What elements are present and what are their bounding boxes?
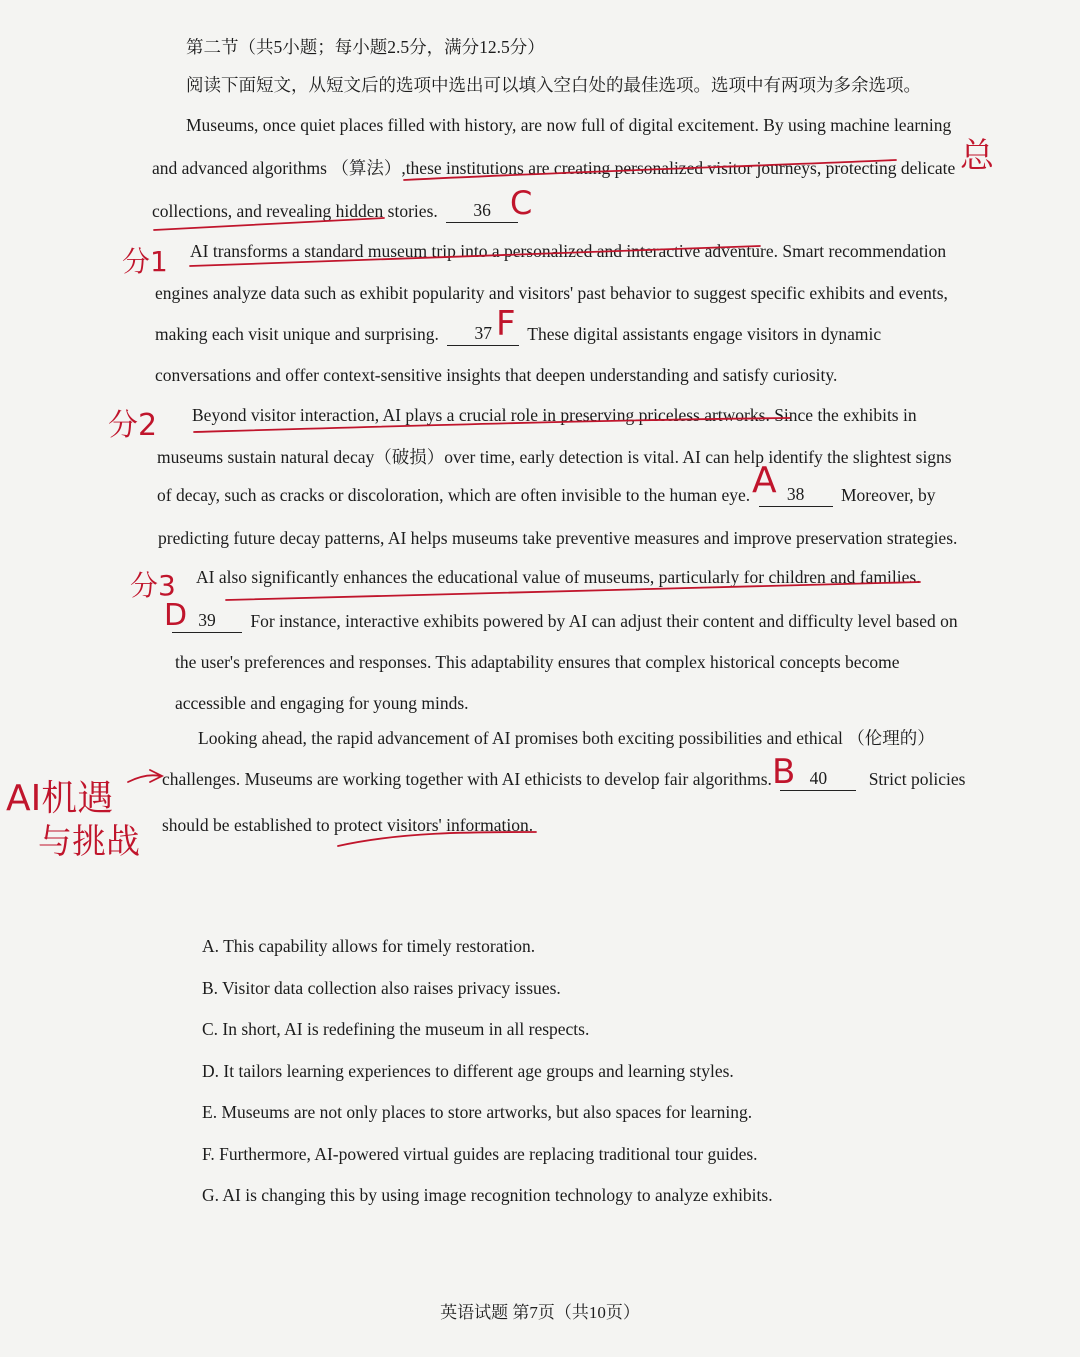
passage-line: AI also significantly enhances the educational value of museums, particularly for children and families. — [196, 567, 921, 587]
passage-line: Museums, once quiet places filled with history, are now full of digital excitement. By using machine learning — [186, 115, 952, 135]
passage-line: predicting future decay patterns, AI helps museums take preventive measures and improve preservation strategies. — [158, 528, 958, 548]
passage-text: For instance, interactive exhibits powered by AI can adjust their content and difficulty level based on — [250, 611, 958, 631]
passage-line: museums sustain natural decay（破损）over time, early detection is vital. AI can help identify the slightest signs — [157, 447, 952, 467]
passage-line-with-blank — [157, 484, 936, 507]
blank-number: 38 — [786, 484, 805, 504]
passage-line: Beyond visitor interaction, AI plays a crucial role in preserving priceless artworks. Since the exhibits in — [192, 405, 917, 425]
arrow-ai — [128, 770, 162, 782]
passage-line: engines analyze data such as exhibit popularity and visitors' past behavior to suggest specific exhibits and events, — [155, 283, 948, 303]
passage-line: AI transforms a standard museum trip into a personalized and interactive adventure. Smart recommendation — [190, 241, 947, 261]
passage-text: of decay, such as cracks or discoloration, which are often invisible to the human eye. — [157, 485, 751, 505]
passage-line-with-blank — [162, 768, 965, 791]
section-header: 第二节（共5小题；每小题2.5分，满分12.5分） — [186, 37, 545, 57]
blank-number: 36 — [473, 200, 491, 220]
handwritten-answer-37: F — [496, 304, 516, 344]
handwritten-note-fen1: 分1 — [122, 245, 168, 278]
handwritten-answer-38: A — [752, 460, 777, 501]
option-d[interactable]: D. It tailors learning experiences to different age groups and learning styles. — [202, 1061, 734, 1081]
option-b[interactable]: B. Visitor data collection also raises privacy issues. — [202, 978, 561, 998]
handwritten-note-fen2: 分2 — [108, 408, 158, 443]
handwritten-answer-40: B — [772, 752, 796, 792]
passage-line: should be established to protect visitors' information. — [162, 815, 534, 835]
passage-text: Strict policies — [868, 769, 966, 789]
passage-text: making each visit unique and surprising. — [155, 324, 439, 344]
passage-line: Looking ahead, the rapid advancement of AI promises both exciting possibilities and ethical （伦理的） — [198, 728, 935, 748]
passage-line-with-blank — [172, 610, 958, 633]
option-a[interactable]: A. This capability allows for timely restoration. — [202, 936, 536, 956]
passage-text: collections, and revealing hidden stories. — [152, 201, 438, 221]
option-g[interactable]: G. AI is changing this by using image recognition technology to analyze exhibits. — [202, 1185, 773, 1205]
passage-text: These digital assistants engage visitors in dynamic — [527, 324, 882, 344]
passage-line: and advanced algorithms （算法）,these institutions are creating personalized visitor journeys, protecting delicate — [152, 158, 956, 178]
passage-line: conversations and offer context-sensitive insights that deepen understanding and satisfy curiosity. — [155, 365, 838, 385]
page-footer: 英语试题 第7页（共10页） — [440, 1303, 640, 1322]
instructions: 阅读下面短文，从短文后的选项中选出可以填入空白处的最佳选项。选项中有两项为多余选项。 — [186, 75, 921, 95]
passage-line: the user's preferences and responses. This adaptability ensures that complex historical concepts become — [175, 652, 900, 672]
blank-36[interactable] — [446, 200, 518, 223]
blank-number: 40 — [809, 768, 828, 788]
passage-text: Moreover, by — [840, 485, 936, 505]
passage-line-with-blank — [152, 200, 522, 223]
passage-text: challenges. Museums are working together with AI ethicists to develop fair algorithms. — [162, 769, 772, 789]
option-f[interactable]: F. Furthermore, AI-powered virtual guides are replacing traditional tour guides. — [202, 1144, 758, 1164]
passage-line: accessible and engaging for young minds. — [175, 693, 469, 713]
handwritten-note-zong: 总 — [960, 136, 994, 176]
option-e[interactable]: E. Museums are not only places to store artworks, but also spaces for learning. — [202, 1102, 753, 1122]
passage-line-with-blank — [155, 323, 881, 346]
option-c[interactable]: C. In short, AI is redefining the museum in all respects. — [202, 1019, 590, 1039]
handwritten-answer-39: D — [164, 598, 188, 633]
blank-number: 39 — [198, 610, 216, 630]
handwritten-answer-36: C — [510, 184, 533, 222]
handwritten-note-fen3: 分3 — [130, 569, 176, 602]
handwritten-note-ai-line1: AI机遇 — [6, 778, 114, 819]
handwritten-note-ai-line2: 与挑战 — [38, 822, 140, 862]
blank-number: 37 — [474, 323, 492, 343]
